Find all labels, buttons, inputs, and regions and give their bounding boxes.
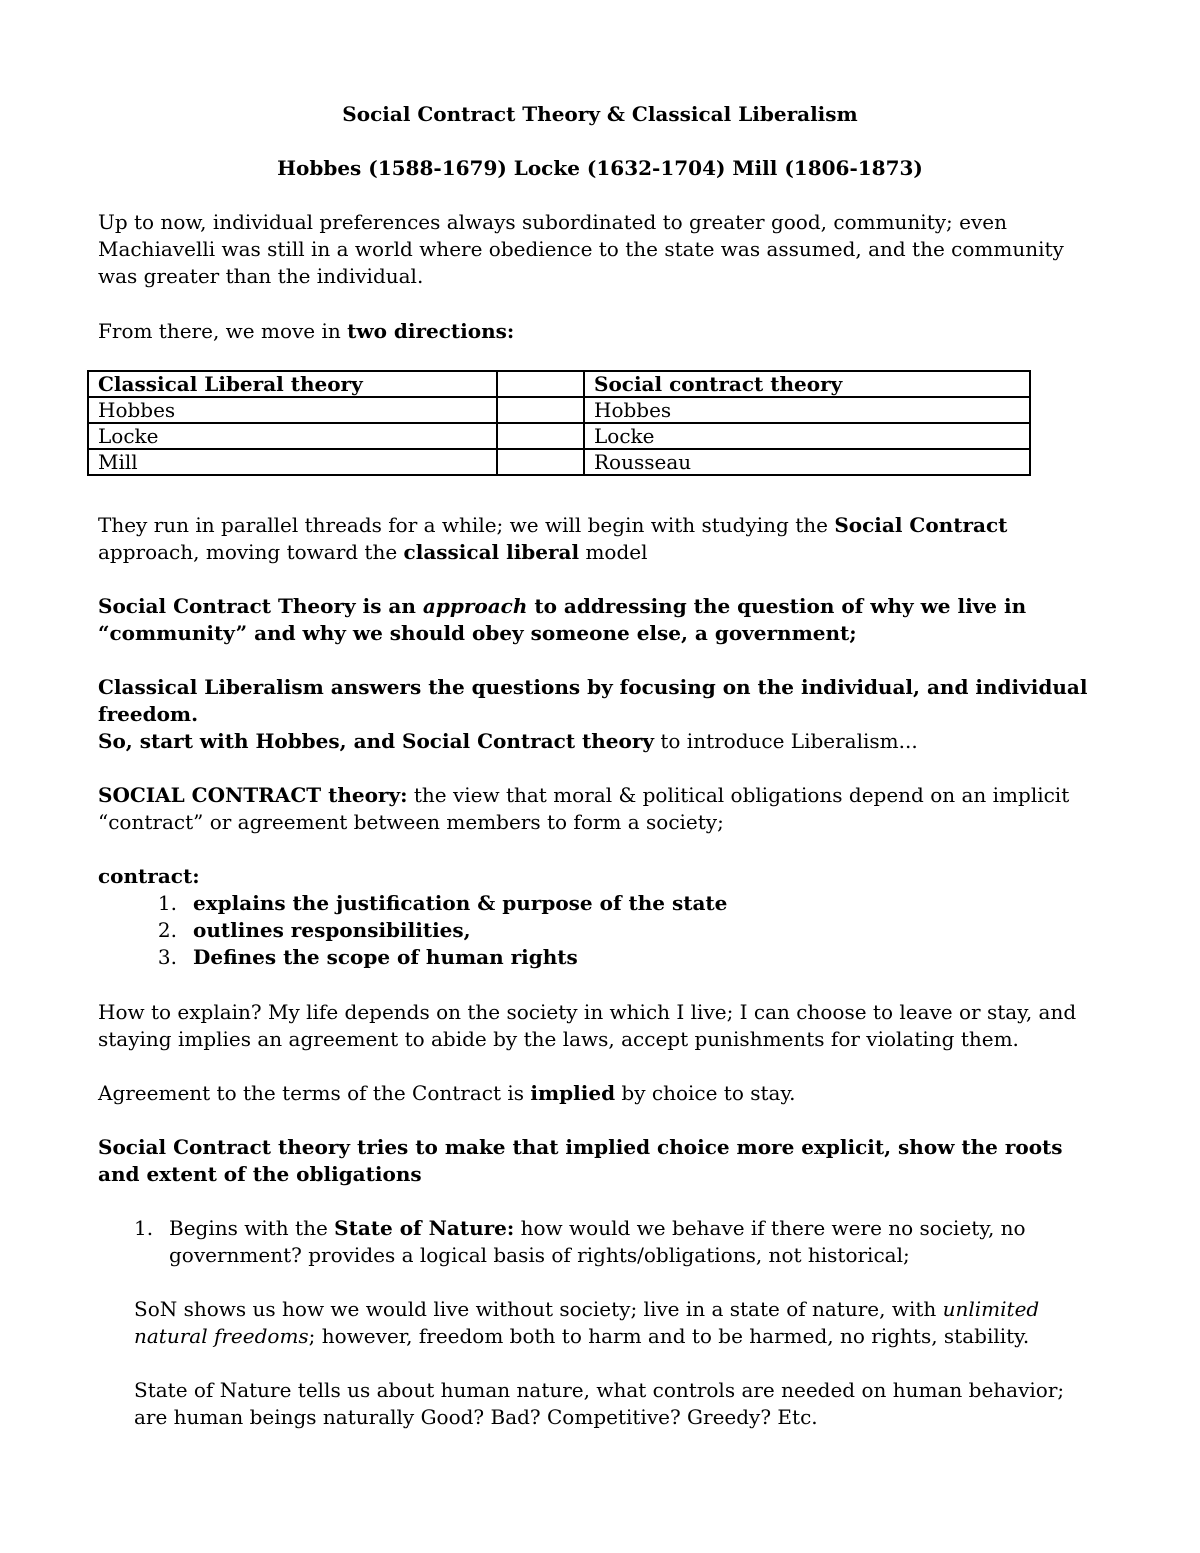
cl-answers-paragraph: Classical Liberalism answers the questions by focusing on the individual, and individual freedom. [98,675,1088,726]
start-hobbes-paragraph: So, start with Hobbes, and Social Contract theory to introduce Liberalism... [98,729,918,753]
explicit-paragraph: Social Contract theory tries to make that implied choice more explicit, show the roots and extent of the obligations [98,1135,1063,1186]
table-cell: Mill [88,449,497,475]
page-title: Social Contract Theory & Classical Liberalism [342,102,858,126]
table-header-cell: Classical Liberal theory [88,371,497,397]
table-cell: Hobbes [88,397,497,423]
table-cell [497,449,584,475]
contract-label: contract: [98,864,200,888]
list-number: 3. [157,945,177,969]
table-cell [497,423,584,449]
table-cell [497,397,584,423]
table-header-cell [497,371,584,397]
list-text: Defines the scope of human rights [193,945,578,969]
sct-view-paragraph: SOCIAL CONTRACT theory: the view that moral & political obligations depend on an implicit “contract” or agreement between members to form a society; [98,783,1070,834]
table-row [88,397,1030,423]
table-row [88,449,1030,475]
list-number: 1. [134,1216,154,1240]
list-text: outlines responsibilities, [193,918,471,942]
directions-table [87,370,1031,476]
son-shows-paragraph: SoN shows us how we would live without society; live in a state of nature, with unlimited natural freedoms; however, freedom both to harm and to be harmed, no rights, stability. [134,1297,1040,1348]
table-cell: Locke [584,423,1030,449]
sct-definition-paragraph: Social Contract Theory is an approach to addressing the question of why we live in “community” and why we should obey someone else, a government; [98,594,1027,645]
table-cell: Locke [88,423,497,449]
page-subtitle: Hobbes (1588-1679) Locke (1632-1704) Mill (1806-1873) [277,156,923,180]
list-text: explains the justification & purpose of the state [193,891,728,915]
parallel-paragraph: They run in parallel threads for a while; we will begin with studying the Social Contract approach, moving toward the classical liberal model [98,513,1008,564]
table-cell: Rousseau [584,449,1030,475]
son-tells-paragraph: State of Nature tells us about human nature, what controls are needed on human behavior; are human beings naturally Good? Bad? Competitive? Greedy? Etc. [134,1378,1065,1429]
agreement-paragraph: Agreement to the terms of the Contract is implied by choice to stay. [98,1081,796,1105]
table-cell: Hobbes [584,397,1030,423]
list-text: Begins with the State of Nature: how would we behave if there were no society, no government? provides a logical basis of rights/obligations, not historical; [169,1216,1026,1267]
explain-paragraph: How to explain? My life depends on the society in which I live; I can choose to leave or stay, and staying implies an agreement to abide by the laws, accept punishments for violating them. [98,1000,1077,1051]
list-number: 1. [157,891,177,915]
table-header-cell: Social contract theory [584,371,1030,397]
table-header-row [88,371,1030,397]
intro-paragraph: Up to now, individual preferences always subordinated to greater good, community; even Machiavelli was still in a world where obedience to the state was assumed, and the community was greater than the individual. [98,210,1064,288]
directions-paragraph: From there, we move in two directions: [98,319,515,343]
list-number: 2. [157,918,177,942]
table-row [88,423,1030,449]
